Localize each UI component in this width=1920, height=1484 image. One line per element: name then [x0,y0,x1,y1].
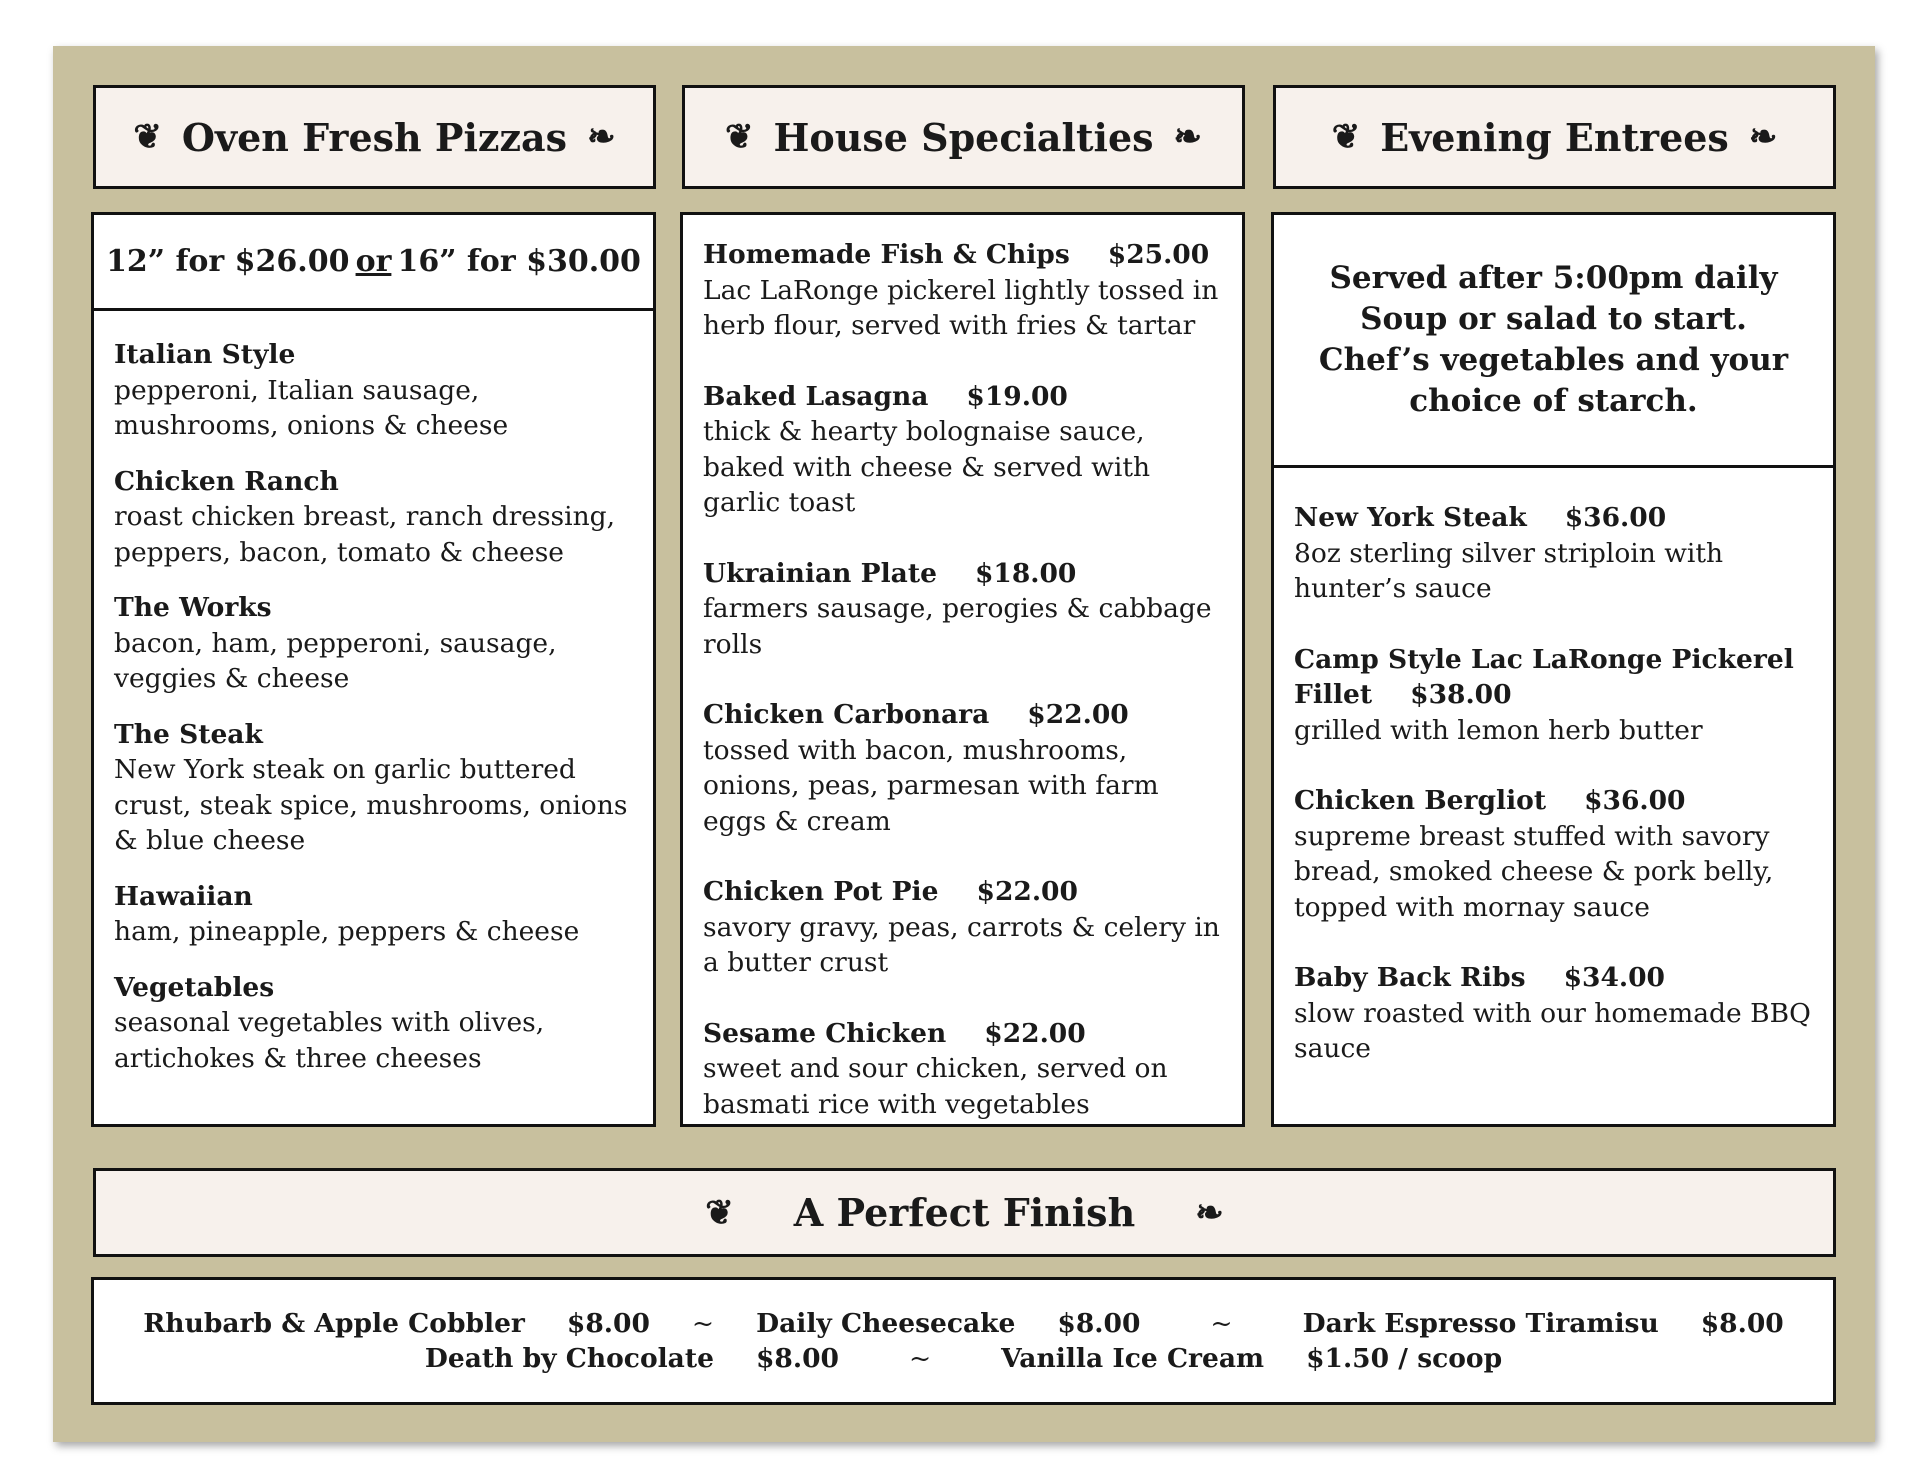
list-item [1294,783,1819,925]
item-desc: Lac LaRonge pickerel lightly tossed in herb flour, served with fries & tartar [703,274,1219,341]
dessert-price: $8.00 [755,1343,839,1374]
dessert-row [143,1306,1783,1342]
pizzas-panel [91,212,656,1127]
list-item [703,379,1228,521]
item-name: Hawaiian [114,880,253,912]
ornament-right-icon: ❧ [1195,1192,1224,1233]
separator: ~ [1210,1307,1233,1339]
note-line: Soup or salad to start. [1360,301,1747,337]
size-or: or [355,244,392,279]
header-title: A Perfect Finish [793,1190,1136,1235]
item-price: $22.00 [1027,699,1129,730]
item-desc: tossed with bacon, mushrooms, onions, peas, parmesan with farm eggs & cream [703,734,1159,837]
item-price: $19.00 [966,380,1068,412]
ornament-right-icon: ❧ [1748,117,1778,157]
item-price: $36.00 [1584,785,1686,816]
item-desc: savory gravy, peas, carrots & celery in a butter crust [703,911,1220,978]
item-name: Baby Back Ribs [1294,962,1526,993]
header-specialties [682,85,1245,189]
item-name: Homemade Fish & Chips [703,239,1070,270]
entrees-panel [1271,212,1836,1127]
item-desc: slow roasted with our homemade BBQ sauce [1294,997,1811,1064]
dessert-name: Rhubarb & Apple Cobbler [143,1307,525,1339]
ornament-right-icon: ❧ [587,117,616,157]
item-name: Vegetables [114,971,275,1003]
list-item [703,874,1228,981]
pizza-list [114,337,639,1076]
size-small: 12” for $26.00 [106,244,350,279]
item-name: Camp Style Lac LaRonge Pickerel [1294,643,1794,675]
note-line: Chef’s vegetables and your [1318,342,1789,378]
finish-panel [91,1277,1836,1405]
header-finish [93,1168,1836,1257]
list-item [114,970,639,1077]
list-item [114,879,639,950]
item-desc: bacon, ham, pepperoni, sausage, veggies & cheese [114,627,557,694]
item-name: Baked Lasagna [703,380,929,412]
item-name: Ukrainian Plate [703,557,937,589]
item-name: Fillet [1294,679,1373,710]
list-item [1294,642,1819,749]
item-price: $18.00 [974,557,1077,589]
item-price: $36.00 [1564,502,1667,533]
note-line: choice of starch. [1409,383,1698,419]
list-item [114,464,639,571]
item-desc: 8oz sterling silver striploin with hunter’s sauce [1294,537,1724,604]
item-name: New York Steak [1294,502,1527,533]
item-desc: seasonal vegetables with olives, artichokes & three cheeses [114,1007,545,1074]
header-title: Oven Fresh Pizzas [181,114,568,160]
list-item [1294,500,1819,607]
ornament-left-icon: ❦ [1331,117,1361,157]
entrees-list [1294,500,1819,1067]
item-desc: ham, pineapple, peppers & cheese [114,916,580,947]
header-title: House Specialties [773,114,1154,160]
header-pizzas [93,85,656,189]
pizza-sizes [94,215,653,311]
item-desc: thick & hearty bolognaise sauce, baked with cheese & served with garlic toast [703,416,1151,518]
dessert-price: $8.00 [1700,1307,1784,1339]
item-price: $22.00 [976,876,1078,907]
dessert-name: Vanilla Ice Cream [1001,1343,1265,1374]
list-item [114,590,639,697]
ornament-left-icon: ❦ [724,117,754,157]
specialties-list [703,237,1228,1122]
item-name: Chicken Bergliot [1294,785,1547,816]
item-desc: sweet and sour chicken, served on basmati rice with vegetables [703,1053,1168,1120]
entrees-notes [1274,215,1833,468]
item-price: $25.00 [1107,239,1210,270]
dessert-list [94,1280,1833,1402]
item-price: $38.00 [1410,679,1512,710]
item-name: The Steak [114,718,263,750]
specialties-panel [680,212,1245,1127]
dessert-price: $8.00 [1057,1307,1141,1339]
item-desc: roast chicken breast, ranch dressing, peppers, bacon, tomato & cheese [114,501,616,568]
note-line: Served after 5:00pm daily [1329,260,1778,296]
item-name: The Works [114,592,272,623]
list-item [703,556,1228,663]
item-name: Sesame Chicken [703,1017,947,1049]
item-desc: pepperoni, Italian sausage, mushrooms, onions & cheese [114,374,509,441]
item-name: Chicken Carbonara [703,699,990,730]
header-entrees [1273,85,1836,189]
item-desc: New York steak on garlic buttered crust, steak spice, mushrooms, onions & blue cheese [114,754,628,856]
item-name: Chicken Ranch [114,465,339,497]
list-item [1294,960,1819,1067]
dessert-price: $8.00 [566,1307,650,1339]
dessert-price: $1.50 / scoop [1306,1343,1503,1374]
dessert-name: Dark Espresso Tiramisu [1302,1307,1659,1339]
item-desc: farmers sausage, perogies & cabbage rolls [703,593,1212,660]
ornament-right-icon: ❧ [1173,117,1203,157]
separator: ~ [908,1343,932,1374]
ornament-left-icon: ❦ [133,117,162,157]
item-name: Italian Style [114,339,296,370]
item-desc: supreme breast stuffed with savory bread, smoked cheese & pork belly, topped with mornay sauce [1294,820,1774,923]
item-price: $34.00 [1563,962,1665,993]
size-large: 16” for $30.00 [397,244,641,279]
list-item [703,1016,1228,1123]
ornament-left-icon: ❦ [705,1192,734,1233]
dessert-name: Daily Cheesecake [756,1307,1016,1339]
list-item [703,697,1228,839]
dessert-name: Death by Chocolate [424,1343,714,1374]
dessert-row [425,1341,1502,1377]
list-item [114,337,639,444]
list-item [703,237,1228,344]
list-item [114,717,639,859]
item-price: $22.00 [984,1017,1086,1049]
item-name: Chicken Pot Pie [703,876,939,907]
item-desc: grilled with lemon herb butter [1294,714,1703,746]
separator: ~ [691,1307,715,1339]
header-title: Evening Entrees [1380,114,1729,160]
